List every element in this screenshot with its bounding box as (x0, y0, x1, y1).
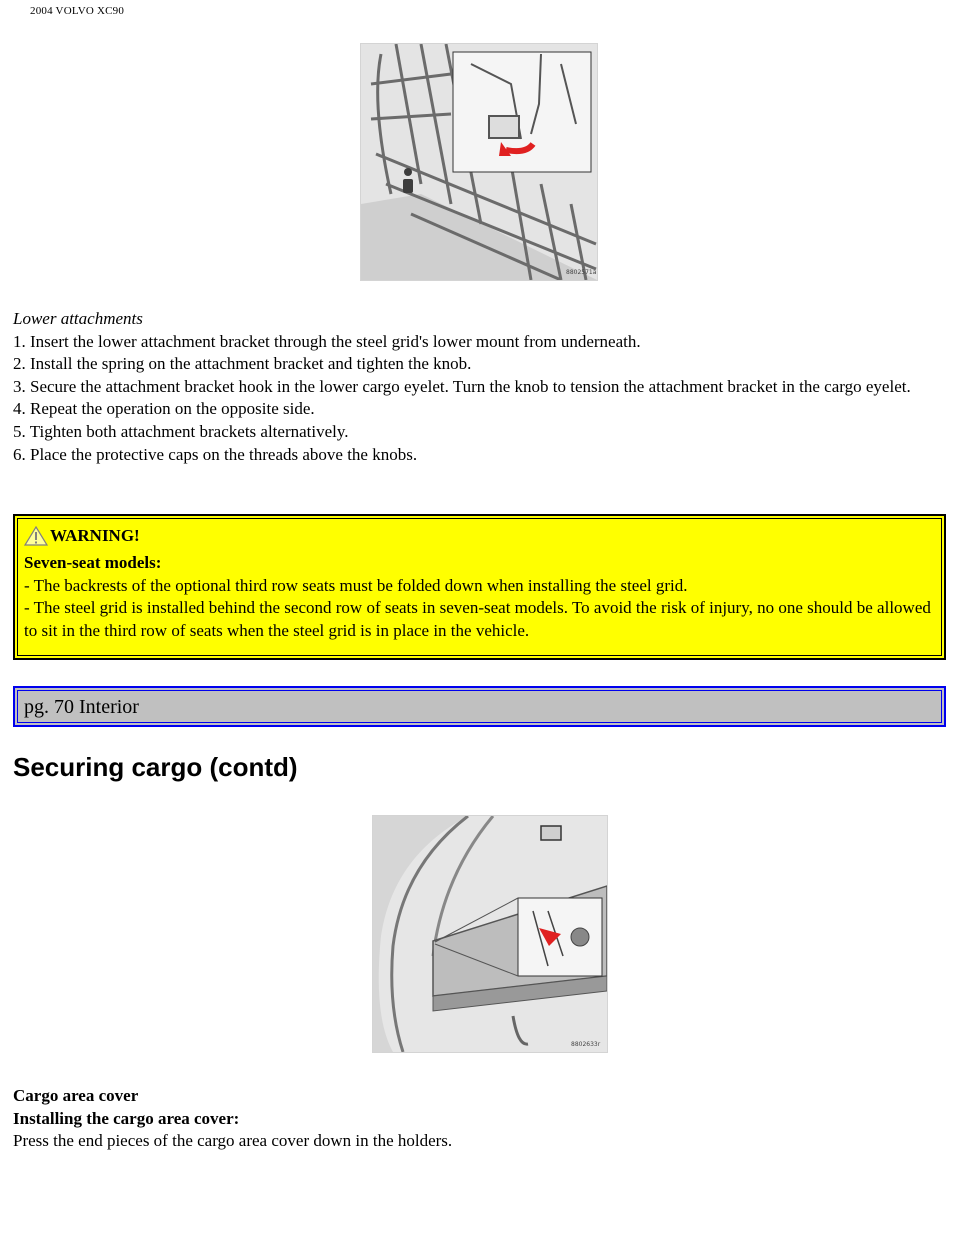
section-title: Securing cargo (contd) (13, 752, 298, 782)
figure-code: 8802633r (571, 1041, 601, 1048)
cargo-cover-heading: Cargo area cover (13, 1086, 139, 1105)
document-header: 2004 VOLVO XC90 (30, 5, 125, 17)
step-item: 5. Tighten both attachment brackets alternatively. (13, 421, 349, 441)
cargo-cover-subheading: Installing the cargo area cover: (13, 1108, 240, 1128)
step-item: 2. Install the spring on the attachment bracket and tighten the knob. (13, 354, 472, 374)
figure-code: 8802571a (566, 269, 597, 276)
warning-title: WARNING! (50, 526, 140, 545)
cargo-cover-text (13, 1085, 943, 1153)
warning-subtitle: Seven-seat models: (24, 553, 162, 573)
cargo-cover-instruction: Press the end pieces of the cargo area cover down in the holders. (13, 1131, 453, 1151)
steel-grid-illustration (360, 43, 598, 281)
warning-line: - The steel grid is installed behind the second row of seats in seven-seat models. To avoid the risk of injury, no one should be allowed to sit in the third row of seats when the steel grid is in place in the vehicle. (24, 598, 931, 640)
page-banner (13, 686, 946, 727)
warning-line: - The backrests of the optional third row seats must be folded down when installing the steel grid. (24, 575, 688, 595)
step-item: 1. Insert the lower attachment bracket through the steel grid's lower mount from underneath. (13, 331, 641, 351)
warning-triangle-icon (24, 526, 48, 546)
cargo-cover-illustration (372, 815, 608, 1053)
step-item: 6. Place the protective caps on the threads above the knobs. (13, 444, 418, 464)
figure-caption: Lower attachments (13, 309, 143, 328)
warning-box (13, 514, 946, 660)
warning-heading (24, 525, 140, 548)
lower-attachments-text (13, 308, 943, 466)
page-banner-label: pg. 70 Interior (17, 690, 942, 723)
step-item: 3. Secure the attachment bracket hook in the lower cargo eyelet. Turn the knob to tension the attachment bracket in the cargo eyelet. (13, 376, 911, 396)
step-item: 4. Repeat the operation on the opposite side. (13, 399, 315, 419)
